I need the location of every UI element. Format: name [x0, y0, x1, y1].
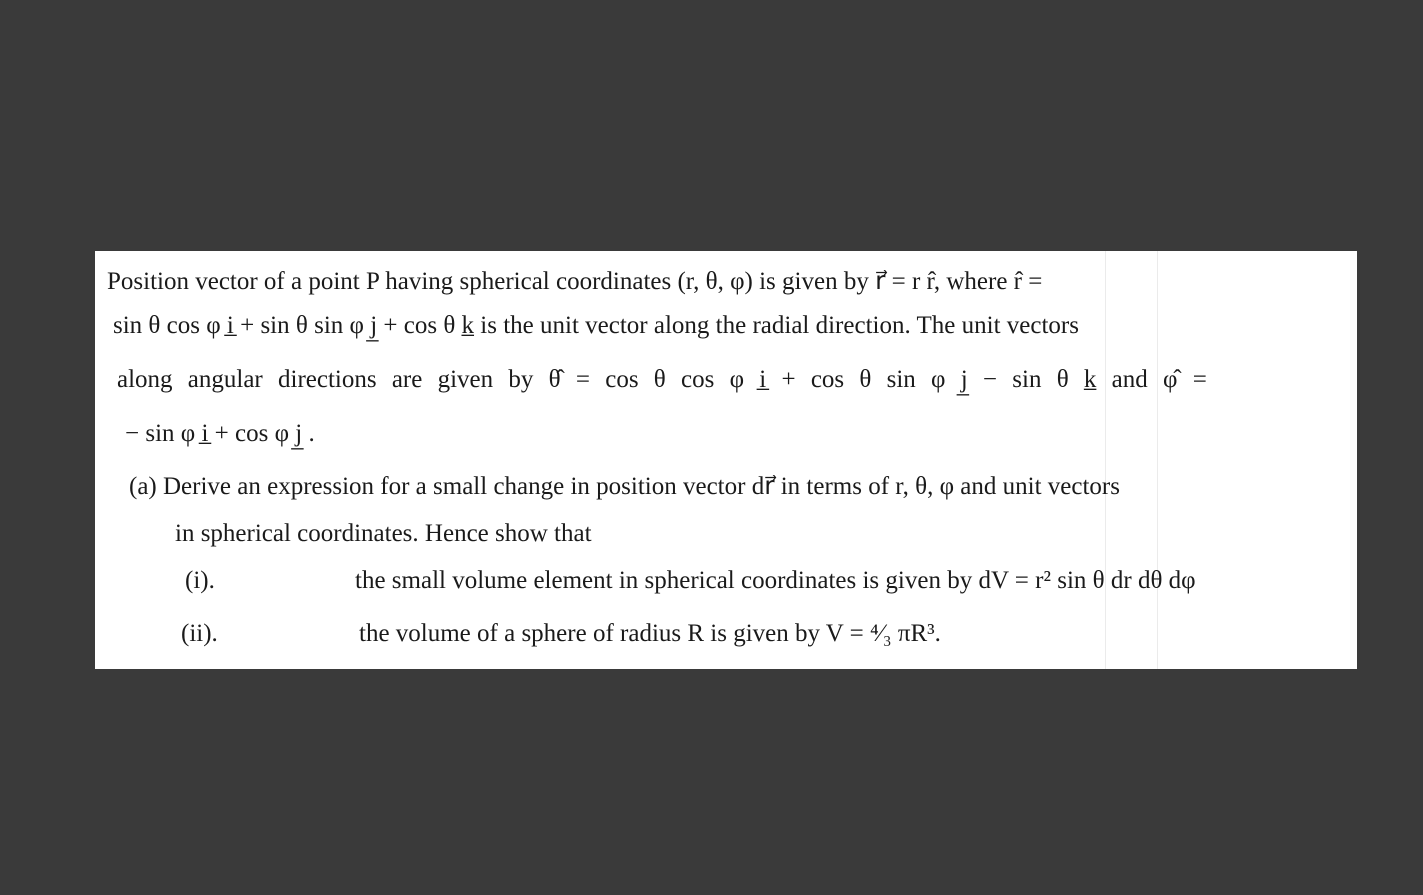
item-ii-text: the volume of a sphere of radius R is given by V = ⁴⁄₃ πR³. [359, 620, 941, 647]
intro-line-3: along angular directions are given by θ̂ = cos θ cos φ i̲ + cos θ sin φ j̲ − sin θ k̲ and φ̂ = [117, 366, 1207, 393]
item-i-text: the small volume element in spherical coordinates is given by dV = r² sin θ dr dθ dφ [355, 567, 1196, 594]
item-ii [181, 619, 941, 649]
part-a-line-1: (a) Derive an expression for a small change in position vector dr⃗ in terms of r, θ, φ and unit vectors [129, 473, 1120, 500]
scan-artifact [1105, 251, 1106, 669]
intro-line-1: Position vector of a point P having spherical coordinates (r, θ, φ) is given by r⃗ = r r̂, where r̂ = [107, 268, 1043, 295]
question-page [95, 251, 1357, 669]
item-i [185, 566, 1196, 596]
part-a-line-2: in spherical coordinates. Hence show that [175, 520, 592, 547]
item-ii-label: (ii). [181, 620, 218, 647]
intro-line-2: sin θ cos φ i̲ + sin θ sin φ j̲ + cos θ k̲ is the unit vector along the radial direction. The unit vectors [113, 312, 1079, 339]
item-i-label: (i). [185, 567, 215, 594]
scan-artifact [1157, 251, 1158, 669]
intro-line-4: − sin φ i̲ + cos φ j̲ . [125, 420, 315, 447]
